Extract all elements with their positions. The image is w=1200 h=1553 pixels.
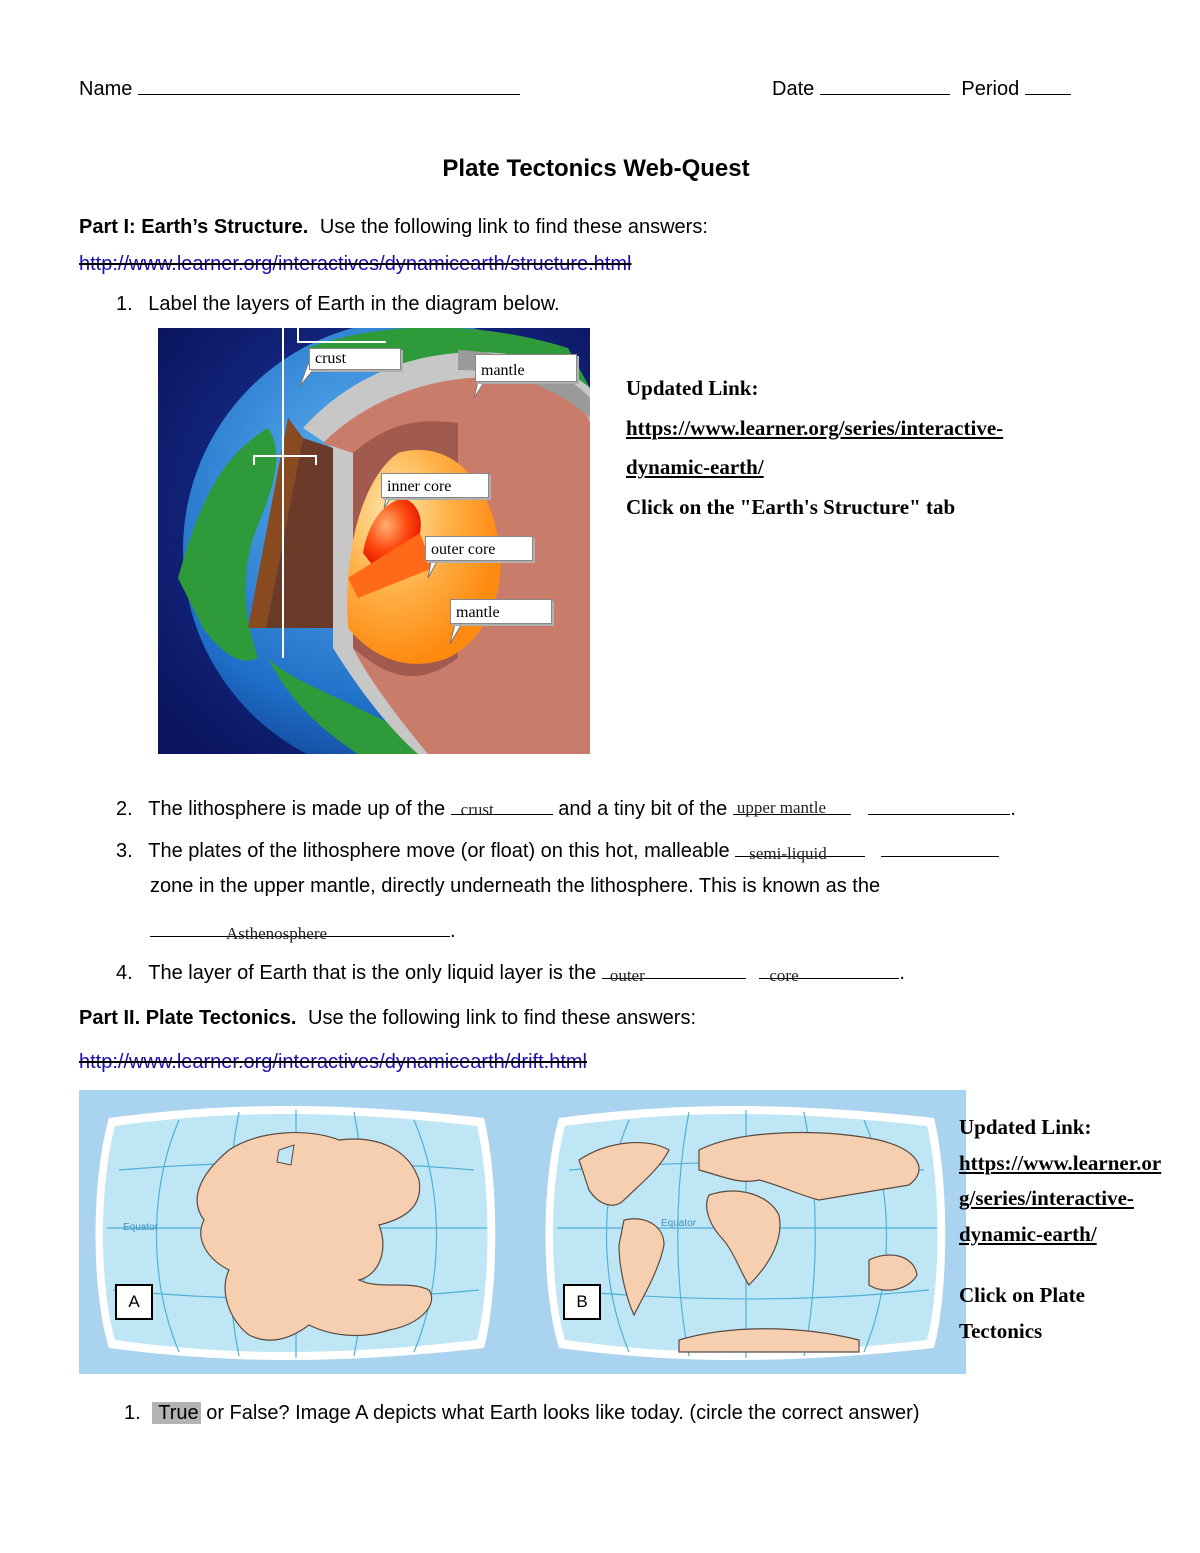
earth-structure-diagram [158,328,590,754]
part2-updated-link-block [959,1110,1161,1349]
q3-text-a: The plates of the lithosphere move (or float) on this hot, malleable [148,840,730,862]
q4-text-a: The layer of Earth that is the only liquid layer is the [148,962,597,984]
q3-blank-2[interactable] [881,834,999,857]
label-mantle-bottom[interactable]: mantle [450,599,552,624]
period-blank[interactable] [1025,72,1071,95]
part1-updated-link-block [626,369,1003,527]
q2-answer-1: crust [460,800,494,819]
q3-number: 3. [116,840,133,862]
q1-number: 1. [116,293,133,315]
q1-text: Label the layers of Earth in the diagram below. [148,293,560,315]
q2-blank-3[interactable] [868,792,1010,815]
part2-updated-link-title: Updated Link: [959,1115,1092,1139]
name-blank[interactable] [138,72,520,95]
label-mantle-top[interactable]: mantle [475,354,577,382]
part1-instruction: Use the following link to find these answers: [319,216,708,238]
part2-heading-line [79,1007,696,1030]
q4-number: 4. [116,962,133,984]
part2-instruction: Use the following link to find these answers: [308,1007,697,1029]
label-crust[interactable]: crust [309,348,401,370]
label-inner-core[interactable]: inner core [381,473,489,498]
q4-blank-2[interactable] [759,956,899,985]
map-a-label: A [115,1284,153,1320]
part2-updated-link-line2[interactable]: g/series/interactive- [959,1186,1134,1210]
q2-text-b: and a tiny bit of the [558,798,728,820]
map-b-label: B [563,1284,601,1320]
part1-updated-link-line1[interactable]: https://www.learner.org/series/interactive- [626,415,1004,440]
q2-answer-2: upper mantle [736,798,827,817]
date-field [772,72,1071,101]
part1-heading: Part I: Earth’s Structure. [79,216,309,238]
continental-drift-maps [79,1090,966,1374]
part1-q1 [116,293,560,316]
name-label: Name [79,78,133,100]
pangaea-and-modern-maps [79,1090,966,1374]
q2-text-a: The lithosphere is made up of the [148,798,446,820]
page-title: Plate Tectonics Web-Quest [442,155,750,182]
q3-answer-2: Asthenosphere [226,924,328,943]
part1-q3 [116,834,999,863]
part1-q2 [116,792,1016,821]
part2-heading: Part II. Plate Tectonics. [79,1007,297,1029]
part1-heading-line [79,216,708,239]
date-label: Date [772,78,815,100]
q4-period: . [899,962,905,984]
part2-old-link[interactable]: http://www.learner.org/interactives/dynamicearth/drift.html [79,1051,587,1073]
date-blank[interactable] [820,72,950,95]
part1-old-link[interactable]: http://www.learner.org/interactives/dynamicearth/structure.html [79,253,632,275]
equator-label-b: Equator [661,1218,697,1229]
q2-blank-1[interactable] [451,792,553,819]
equator-label-a: Equator [123,1222,159,1233]
q3-answer-1: semi-liquid [749,844,827,863]
q4-answer-2: core [769,966,799,985]
period-label: Period [961,78,1020,100]
q2-blank-2[interactable] [733,792,851,815]
p2-q1-number: 1. [124,1402,141,1424]
q3-blank-3[interactable] [150,914,450,943]
part2-updated-instruction-line2: Tectonics [959,1318,1043,1343]
p2-q1-text: or False? Image A depicts what Earth looks like today. (circle the correct answer) [206,1402,920,1424]
part1-q4 [116,956,905,985]
true-option[interactable]: True [152,1402,200,1424]
q3-blank-1[interactable] [735,834,865,863]
part2-q1 [124,1402,919,1425]
part2-updated-instruction-line1: Click on Plate [959,1283,1085,1307]
q4-answer-1: outer [609,966,645,985]
part1-updated-link-title: Updated Link: [626,376,759,400]
part1-updated-link-line2[interactable]: dynamic-earth/ [626,455,764,479]
name-field [79,72,520,101]
part2-updated-link-line3[interactable]: dynamic-earth/ [959,1221,1097,1246]
part1-updated-instruction: Click on the "Earth's Structure" tab [626,494,956,519]
label-outer-core[interactable]: outer core [425,536,533,561]
q2-number: 2. [116,798,133,820]
part2-updated-link-line1[interactable]: https://www.learner.or [959,1150,1162,1175]
part1-q3-line2: zone in the upper mantle, directly underneath the lithosphere. This is known as the [150,875,881,897]
part1-q3-line3 [150,914,456,943]
q3-period: . [450,920,456,942]
q4-blank-1[interactable] [602,956,746,985]
q2-period: . [1010,798,1016,820]
